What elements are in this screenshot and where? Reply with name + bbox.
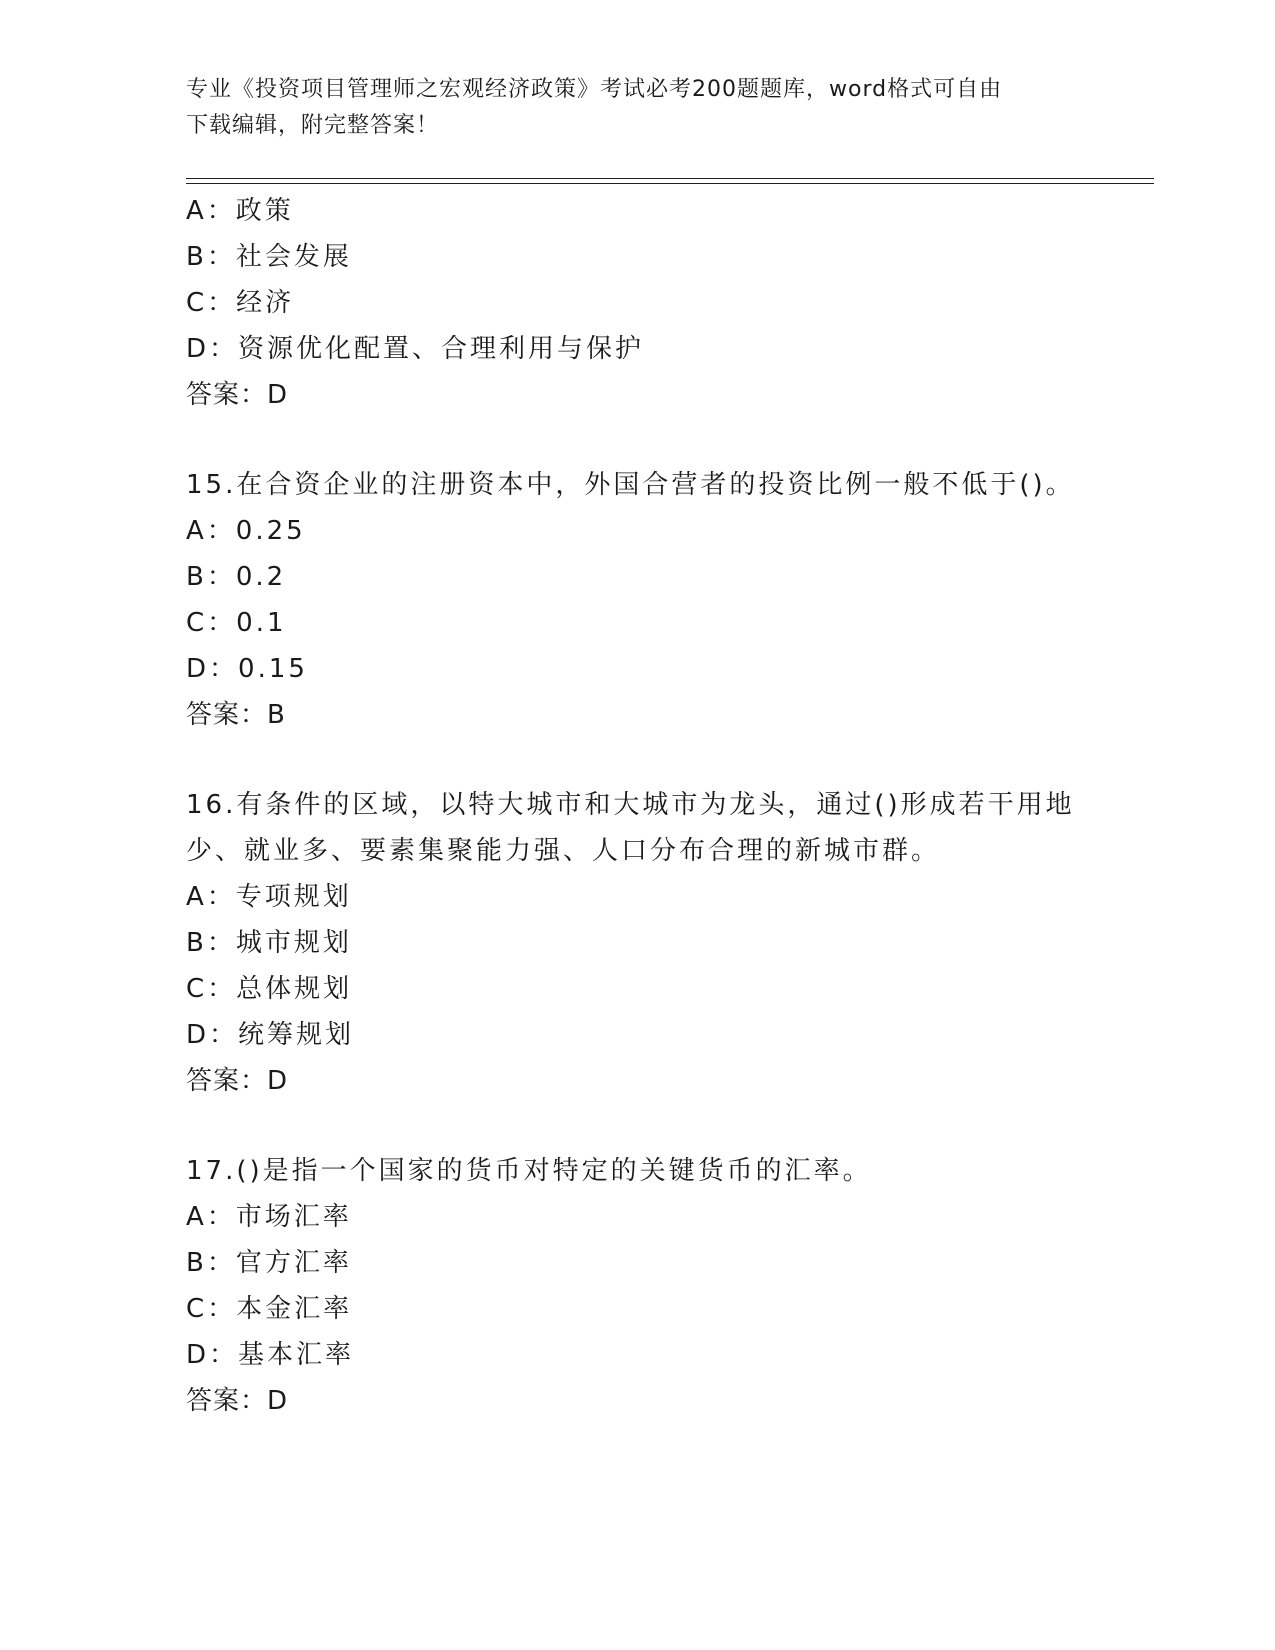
document-header xyxy=(186,72,1086,144)
option-b: B：0.2 xyxy=(186,562,287,592)
question-list xyxy=(186,188,1086,1424)
option-c: C：经济 xyxy=(186,288,295,318)
header-line-2: 下载编辑，附完整答案！ xyxy=(186,113,440,138)
option-a: A：政策 xyxy=(186,196,294,226)
header-line-1: 专业《投资项目管理师之宏观经济政策》考试必考200题题库，word格式可自由 xyxy=(186,77,1003,102)
option-b: B：社会发展 xyxy=(186,242,352,272)
option-a: A：0.25 xyxy=(186,516,306,546)
option-b: B：城市规划 xyxy=(186,928,352,958)
option-c: C：总体规划 xyxy=(186,974,353,1004)
header-divider-bottom xyxy=(186,183,1154,184)
option-a: A：专项规划 xyxy=(186,882,352,912)
question-block-prev xyxy=(186,188,1086,418)
option-d: D：0.15 xyxy=(186,654,308,684)
option-d: D：基本汇率 xyxy=(186,1340,355,1370)
question-text: 16.有条件的区域，以特大城市和大城市为龙头，通过()形成若干用地 xyxy=(186,790,1075,820)
option-c: C：0.1 xyxy=(186,608,287,638)
answer-line: 答案：B xyxy=(186,700,286,730)
option-b: B：官方汇率 xyxy=(186,1248,352,1278)
header-divider-top xyxy=(186,178,1154,179)
answer-line: 答案：D xyxy=(186,380,289,410)
question-text: 15.在合资企业的注册资本中，外国合营者的投资比例一般不低于()。 xyxy=(186,470,1075,500)
question-block-15 xyxy=(186,462,1086,738)
option-d: D：资源优化配置、合理利用与保护 xyxy=(186,334,645,364)
question-block-17 xyxy=(186,1148,1086,1424)
answer-line: 答案：D xyxy=(186,1066,289,1096)
question-text: 17.()是指一个国家的货币对特定的关键货币的汇率。 xyxy=(186,1156,872,1186)
question-block-16 xyxy=(186,782,1086,1104)
answer-line: 答案：D xyxy=(186,1386,289,1416)
option-d: D：统筹规划 xyxy=(186,1020,355,1050)
option-c: C：本金汇率 xyxy=(186,1294,353,1324)
option-a: A：市场汇率 xyxy=(186,1202,352,1232)
question-text-continued: 少、就业多、要素集聚能力强、人口分布合理的新城市群。 xyxy=(186,836,941,866)
